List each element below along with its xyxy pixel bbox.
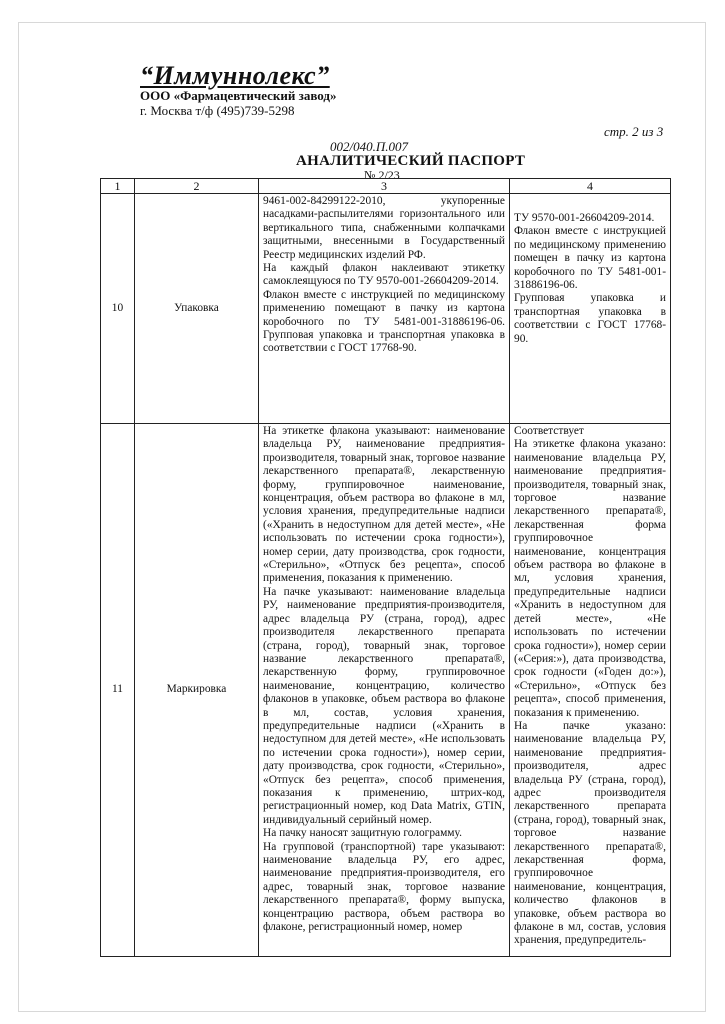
result-text: На пачке указано: наименование владельца РУ, наименование предприятия-производителя, адрес владельца РУ (страна, город), адрес производителя лекарственного препарата (страна, город), товарный знак, торговое название лекарственного препарата®, лекарственная форма, группировочное наименование, концентрация, количество флаконов в упаковке, объем раствора во флаконе в мл, состав, условия хранения, предупредитель-	[514, 719, 666, 947]
result-cell	[510, 194, 671, 424]
page-number: стр. 2 из 3	[604, 124, 664, 139]
indicator-name: Упаковка	[135, 194, 259, 424]
specification-text: На групповой (транспортной) таре указывают: наименование владельца РУ, его адрес, наименование предприятия-производителя, его адрес, товарный знак, торговое название лекарственного препарата®, форму выпуска, концентрацию раствора, объем раствора во флаконе, регистрационный номер, номер	[263, 840, 505, 934]
specification-text: 9461-002-84299122-2010, укупоренные насадками-распылителями горизонтального или вертикального типа, снабженными колпачками защитными, внесенными в Государственный Реестр медицинских изделий РФ.	[263, 195, 505, 261]
indicator-name: Маркировка	[135, 424, 259, 957]
passport-table	[100, 178, 671, 957]
result-text: ТУ 9570-001-26604209-2014.	[514, 212, 655, 224]
table-row	[101, 424, 671, 957]
specification-text: Флакон вместе с инструкцией по медицинскому применению помещают в пачку из картона коробочного по ТУ 5481-001-31886196-06. Групповая упаковка и транспортная упаковка в соответствии с ГОСТ 17768-90.	[263, 288, 505, 355]
result-text: Групповая упаковка и транспортная упаковка в соответствии с ГОСТ 17768-90.	[514, 292, 666, 345]
column-header: 1	[101, 179, 135, 194]
row-number: 10	[101, 194, 135, 424]
specification-text: На этикетке флакона указывают: наименование владельца РУ, наименование предприятия-производителя, товарный знак, торговое название лекарственного препарата®, лекарственную форму, группировочное наименование, концентрация, объем раствора во флаконе в мл, условия хранения, предупредительные надписи («Хранить в недоступном для детей месте», «Не использовать по истечении срока годности»), номер серии, дату производства, срок годности, «Стерильно», «Отпуск без рецепта», способ применения, показания к применению.	[263, 425, 505, 585]
document-code: 002/040.П.007	[330, 139, 408, 154]
specification-text: На каждый флакон наклеивают этикетку самоклеящуюся по ТУ 9570-001-26604209-2014.	[263, 262, 505, 288]
document-title: АНАЛИТИЧЕСКИЙ ПАСПОРТ	[296, 153, 526, 169]
column-header: 3	[259, 179, 510, 194]
specification-text: На пачку наносят защитную голограмму.	[263, 827, 462, 840]
result-text: На этикетке флакона указано: наименование владельца РУ, наименование предприятия-производителя, товарный знак, торговое название лекарственного препарата®, лекарственная форма группировочное наименование, концентрация объем раствора во флаконе в мл, условия хранения, предупредительные надписи «Хранить в недоступном для детей месте», «Не использовать по истечении срока годности»), номер серии («Серия:»), дата производства, срок годности («Годен до:»), «Стерильно», «Отпуск без рецепта», способ применения, показания к применению.	[514, 438, 666, 719]
result-text: Соответствует	[514, 425, 584, 437]
document-number: № 2/23	[364, 168, 400, 182]
company-address: г. Москва т/ф (495)739-5298	[140, 103, 295, 118]
specification-cell	[259, 194, 510, 424]
company-name: ООО «Фармацевтический завод»	[140, 88, 337, 103]
company-logo: “Иммуннолекс”	[140, 61, 330, 90]
specification-cell	[259, 424, 510, 957]
table-header-row	[101, 179, 671, 194]
result-cell	[510, 424, 671, 957]
table-row	[101, 194, 671, 424]
specification-text: На пачке указывают: наименование владельца РУ, наименование предприятия-производителя, адрес владельца РУ (страна, город), адрес производителя лекарственного препарата (страна, город), товарный знак, торговое название лекарственного препарата®, лекарственную форму, группировочное наименование, концентрацию, количество флаконов в упаковке, объем раствора во флаконе в мл, состав, условия хранения, предупредительные надписи («Хранить в недоступном для детей месте», «Не использовать по истечении срока годности»), номер серии, дату производства, срок годности, «Стерильно», «Отпуск без рецепта», способ применения, показания к применению, штрих-код, регистрационный номер, код Data Matrix, GTIN, индивидуальный серийный номер.	[263, 585, 505, 826]
column-header: 4	[510, 179, 671, 194]
column-header: 2	[135, 179, 259, 194]
row-number: 11	[101, 424, 135, 957]
result-text: Флакон вместе с инструкцией по медицинскому применению помещен в пачку из картона коробочного по ТУ 5481-001-31886196-06.	[514, 225, 666, 292]
